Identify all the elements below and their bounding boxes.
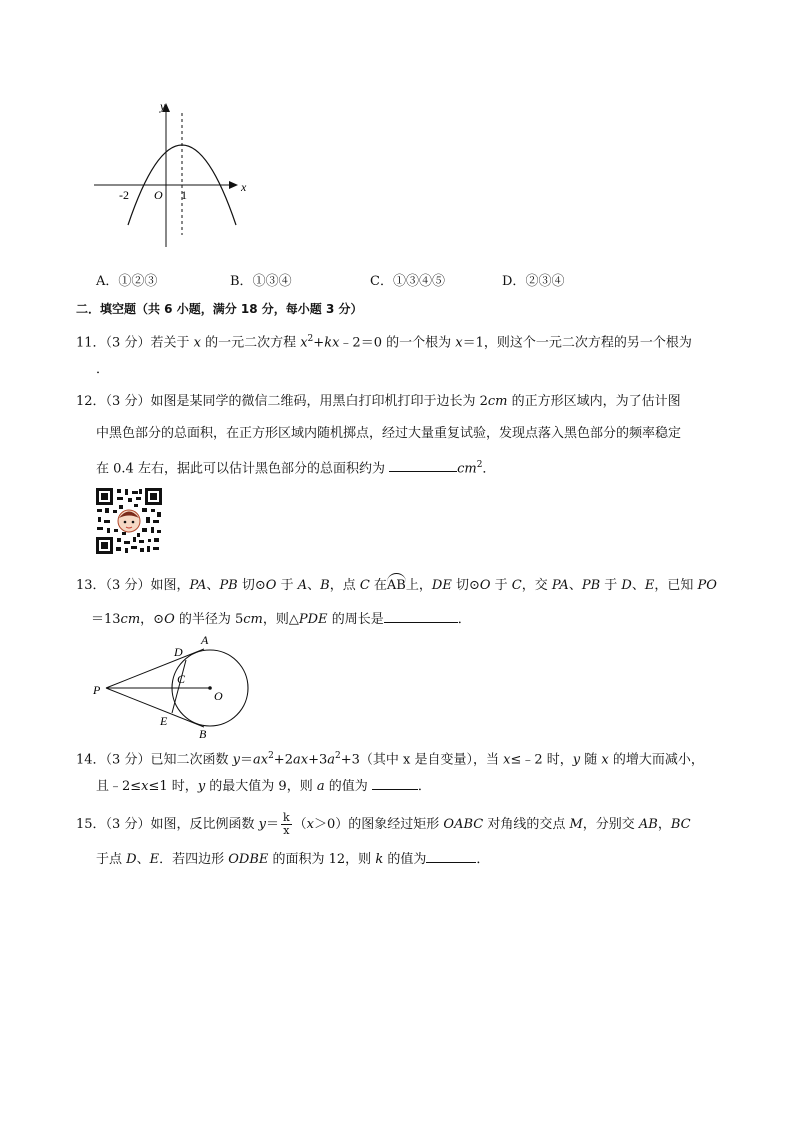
- option-letter: B．: [230, 274, 253, 289]
- label-d: D: [174, 645, 183, 659]
- parabola-graph: [90, 95, 260, 255]
- x-axis-label: x: [241, 180, 247, 194]
- option-d[interactable]: [502, 270, 564, 289]
- question-13-line1: 13．（3 分）如图，PA、PB 切⊙O 于 A、B，点 C 在AB上，DE 切⊙O 于 C，交 PA、PB 于 D、E，已知 PO: [76, 578, 717, 593]
- question-15-line2: 于点 D、E．若四边形 ODBE 的面积为 12，则 k 的值为 ．: [96, 852, 490, 867]
- tangent-pa: [106, 649, 204, 688]
- label-b: B: [199, 727, 207, 740]
- question-11-line1: 11．（3 分）若关于 x 的一元二次方程 $x^2+kx﹣2=0$ 的一个根为 x＝1，则这个一元二次方程的另一个根为: [76, 334, 692, 351]
- question-15-line1: 15．（3 分）如图，反比例函数 y＝ $\frac{k}{x}$ （x＞0）的图象经过矩形 OABC 对角线的交点 M，分别交 AB，BC: [76, 811, 691, 837]
- qr-code-image: [95, 487, 163, 555]
- origin-label: O: [154, 188, 163, 202]
- option-a[interactable]: [96, 270, 157, 289]
- tick-1-label: 1: [181, 188, 187, 202]
- arc-ab: AB: [386, 578, 406, 593]
- label-a: A: [201, 633, 209, 647]
- label-o: O: [214, 689, 223, 703]
- question-14-line1: 14．（3 分）已知二次函数 $y=ax^2+2ax+3a^2+3$（其中 x 是自变量），当 x≤﹣2 时，y 随 x 的增大而减小，: [76, 751, 704, 768]
- option-text: ②③④: [525, 274, 565, 289]
- answer-blank[interactable]: [372, 777, 418, 790]
- y-axis-label: y: [160, 99, 166, 113]
- tick-neg2-label: -2: [119, 188, 129, 202]
- option-text: ①②③: [118, 274, 158, 289]
- question-12-line3: 在 0.4 左右，据此可以估计黑色部分的总面积约为 $cm^2$．: [96, 460, 496, 477]
- label-p: P: [93, 683, 101, 697]
- question-14-line2: 且﹣2≤x≤1 时，y 的最大值为 9，则 a 的值为 ．: [96, 779, 431, 794]
- fraction-k-over-x: $\frac{k}{x}$: [282, 811, 290, 837]
- label-e: E: [160, 714, 168, 728]
- label-c: C: [177, 672, 186, 686]
- question-13-line2: ＝13cm，⊙O 的半径为 5cm，则△PDE 的周长是 ．: [91, 612, 471, 627]
- option-c[interactable]: [370, 270, 445, 289]
- option-text: ①③④⑤: [392, 274, 445, 289]
- answer-blank[interactable]: [389, 459, 457, 472]
- option-b[interactable]: [230, 270, 292, 289]
- question-12-line2: 中黑色部分的总面积，在正方形区域内随机掷点，经过大量重复试验，发现点落入黑色部分的频率稳定: [96, 426, 682, 441]
- option-text: ①③④: [252, 274, 292, 289]
- question-11-line2: ．: [96, 362, 110, 377]
- answer-blank[interactable]: [426, 850, 476, 863]
- center-point: [208, 686, 212, 690]
- question-12-line1: 12．（3 分）如图是某同学的微信二维码，用黑白打印机打印于边长为 2cm 的正方形区域内，为了估计图: [76, 394, 681, 409]
- tangent-pb: [106, 688, 204, 727]
- tangent-circle-figure: [88, 632, 260, 740]
- section-title: 二．填空题（共 6 小题，满分 18 分，每小题 3 分）: [76, 302, 363, 316]
- tangent-de: [172, 660, 186, 713]
- option-letter: D．: [502, 274, 526, 289]
- answer-blank[interactable]: [384, 610, 458, 623]
- option-letter: A．: [96, 274, 119, 289]
- option-letter: C．: [370, 274, 393, 289]
- x-axis-arrow: [229, 181, 238, 189]
